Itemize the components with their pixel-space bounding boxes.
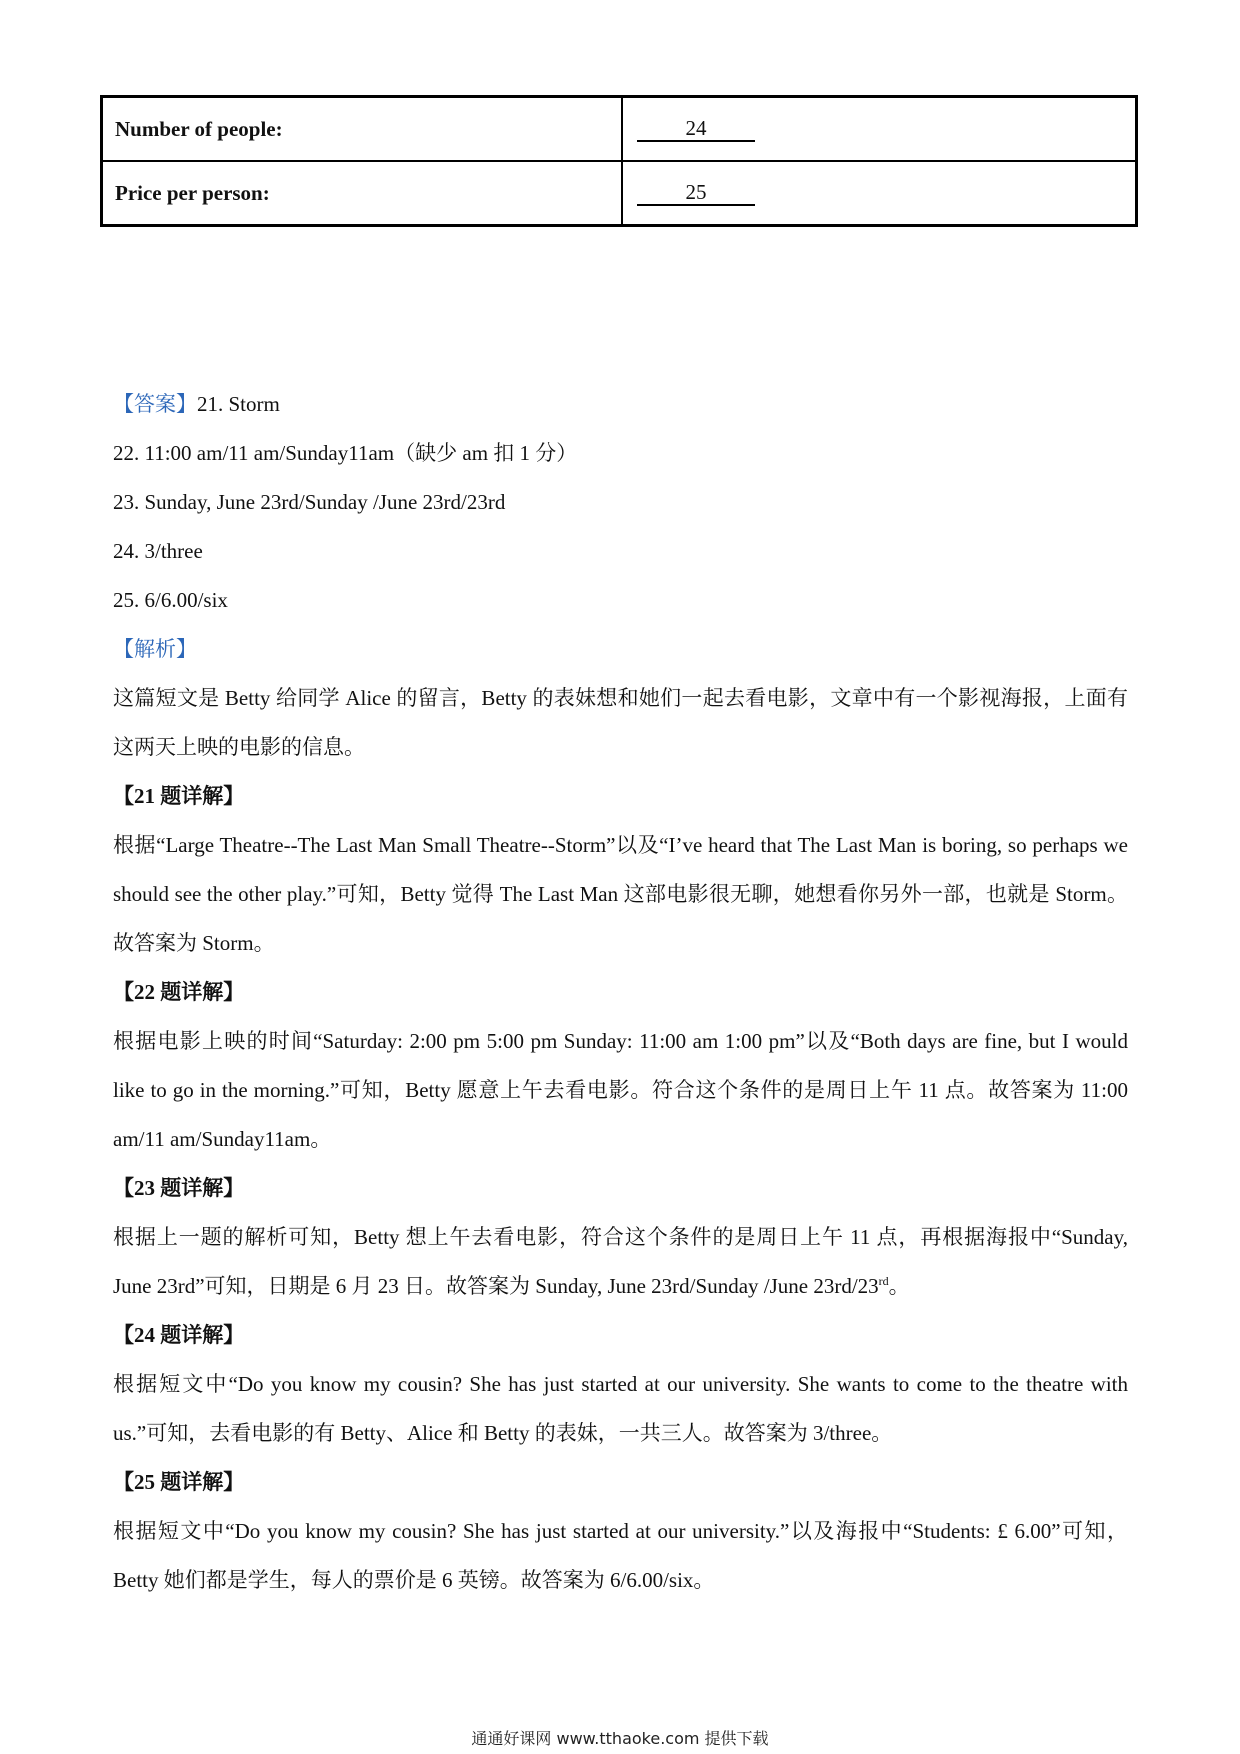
- booking-form-table: [100, 95, 1138, 227]
- detail-22-text: 根据电影上映的时间“Saturday: 2:00 pm 5:00 pm Sunday: 11:00 am 1:00 pm”以及“Both days are fine, but I would like to go in the morning.”可知，Betty 愿意上午去看电影。符合这个条件的是周日上午 11 点。故答案为 11:00 am/11 am/Sunday11am。: [113, 1029, 1128, 1151]
- answer-tag: 【答案】: [113, 392, 197, 416]
- answer-24: 24. 3/three: [113, 539, 203, 563]
- detail-25-heading: 【25 题详解】: [113, 1470, 245, 1494]
- analysis-summary: 这篇短文是 Betty 给同学 Alice 的留言，Betty 的表妹想和她们一起去看电影，文章中有一个影视海报，上面有这两天上映的电影的信息。: [113, 686, 1128, 759]
- answer-22: 22. 11:00 am/11 am/Sunday11am（缺少 am 扣 1 分）: [113, 441, 578, 465]
- detail-23-text-main: 根据上一题的解析可知，Betty 想上午去看电影，符合这个条件的是周日上午 11 点，再根据海报中“Sunday, June 23rd”可知，日期是 6 月 23 日。故答案为 Sunday, June 23rd/Sunday /June 23rd/23: [113, 1225, 1128, 1298]
- detail-23-text-end: 。: [888, 1274, 910, 1298]
- answer-23: 23. Sunday, June 23rd/Sunday /June 23rd/23rd: [113, 490, 506, 514]
- detail-24-text: 根据短文中“Do you know my cousin? She has just started at our university. She wants to come to the theatre with us.”可知，去看电影的有 Betty、Alice 和 Betty 的表妹，一共三人。故答案为 3/three。: [113, 1372, 1128, 1445]
- answer-25: 25. 6/6.00/six: [113, 588, 228, 612]
- number-of-people-cell: [622, 97, 1137, 162]
- answer-21: [113, 380, 1128, 429]
- detail-25-text: 根据短文中“Do you know my cousin? She has just started at our university.”以及海报中“Students: £ 6.00”可知，Betty 她们都是学生，每人的票价是 6 英镑。故答案为 6/6.00/six。: [113, 1519, 1128, 1592]
- detail-23-superscript: rd: [878, 1274, 889, 1288]
- detail-23-heading: 【23 题详解】: [113, 1176, 245, 1200]
- price-per-person-label: Price per person:: [102, 161, 623, 226]
- price-per-person-value: 25: [637, 181, 755, 206]
- table-row: [102, 97, 1137, 162]
- answer-21-text: 21. Storm: [197, 392, 280, 416]
- detail-22-heading: 【22 题详解】: [113, 980, 245, 1004]
- number-of-people-value: 24: [637, 117, 755, 142]
- detail-24-heading: 【24 题详解】: [113, 1323, 245, 1347]
- price-per-person-cell: [622, 161, 1137, 226]
- analysis-tag: 【解析】: [113, 637, 197, 661]
- answer-content: [113, 380, 1128, 1605]
- detail-21-heading: 【21 题详解】: [113, 784, 245, 808]
- detail-23-text: [113, 1213, 1128, 1311]
- page-footer: 通通好课网 www.tthaoke.com 提供下载: [471, 1729, 769, 1748]
- detail-21-text: 根据“Large Theatre--The Last Man Small Theatre--Storm”以及“I’ve heard that The Last Man is boring, so perhaps we should see the other play.”可知，Betty 觉得 The Last Man 这部电影很无聊，她想看你另外一部，也就是 Storm。故答案为 Storm。: [113, 833, 1128, 955]
- number-of-people-label: Number of people:: [102, 97, 623, 162]
- table-row: [102, 161, 1137, 226]
